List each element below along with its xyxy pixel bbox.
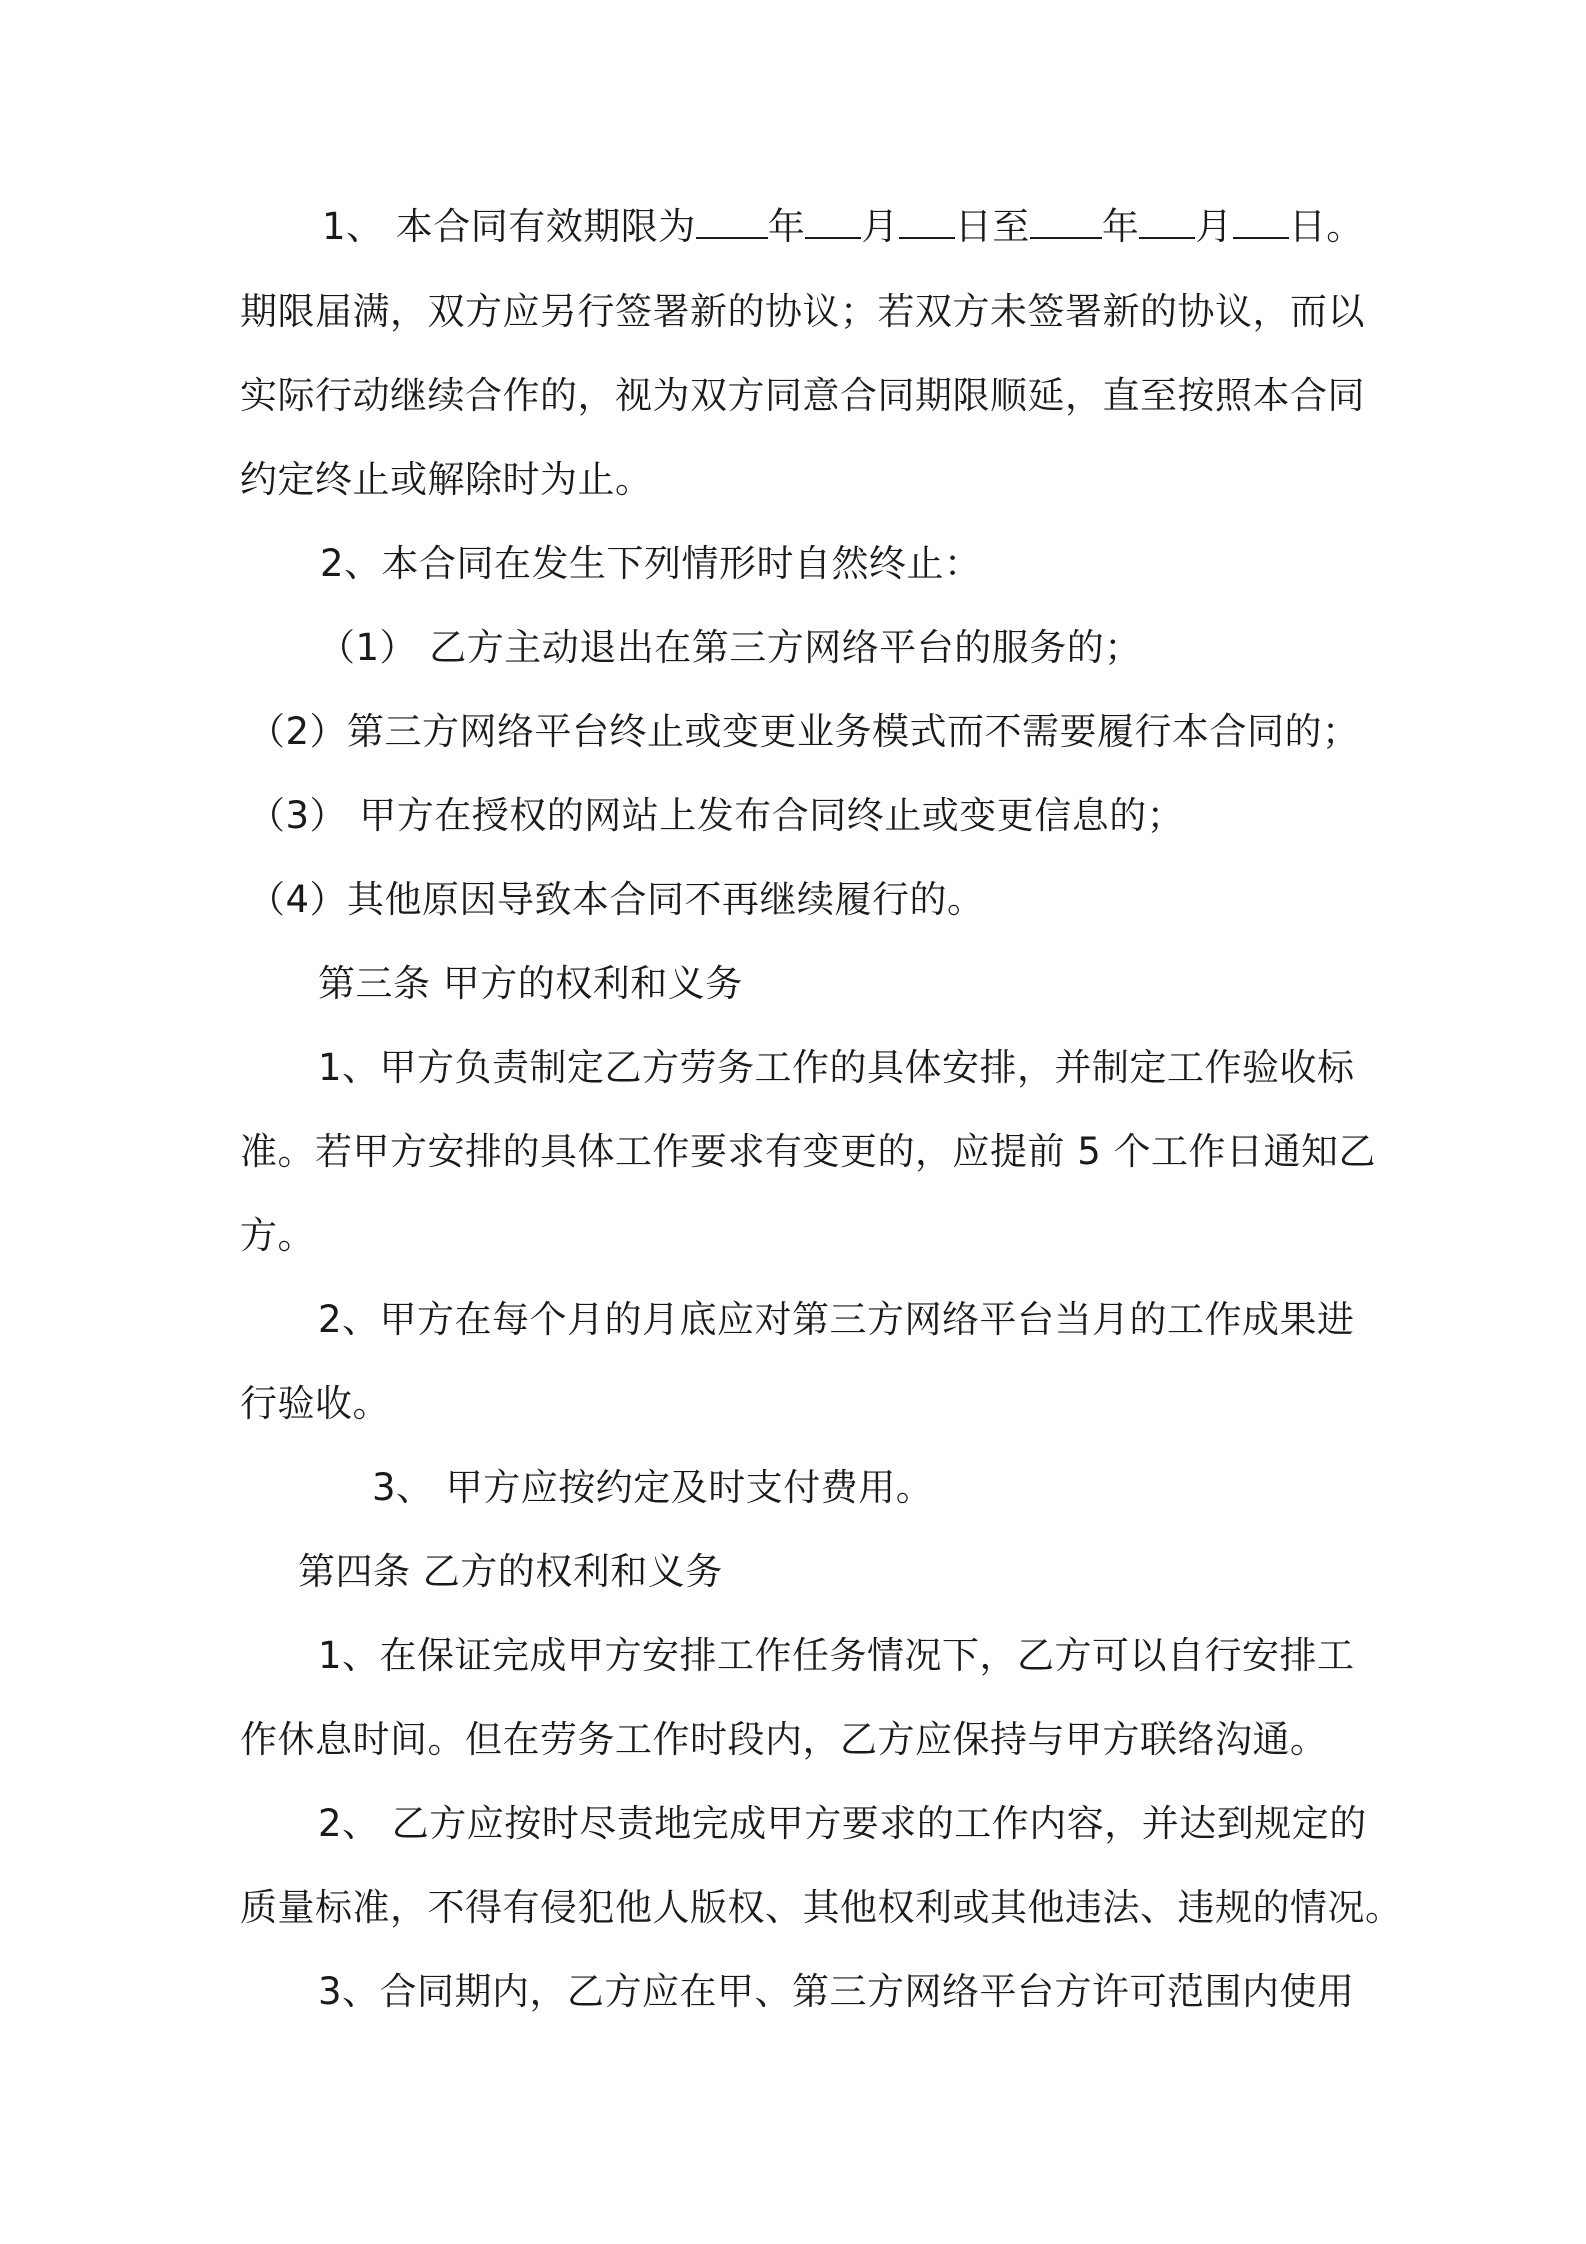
paragraph-line: 2、 乙方应按时尽责地完成甲方要求的工作内容，并达到规定的 (318, 1802, 1367, 1845)
text-segment: 月 (861, 205, 899, 248)
paragraph-line: 实际行动继续合作的，视为双方同意合同期限顺延，直至按照本合同 (240, 374, 1365, 417)
paragraph-line: 约定终止或解除时为止。 (240, 458, 653, 501)
text-segment: 日。 (1288, 205, 1364, 248)
paragraph-line: 1、在保证完成甲方安排工作任务情况下，乙方可以自行安排工 (318, 1634, 1355, 1677)
list-item: （1） 乙方主动退出在第三方网络平台的服务的； (318, 626, 1142, 669)
blank-field (899, 197, 955, 239)
text-segment: 日至 (954, 205, 1030, 248)
paragraph-line: 准。若甲方安排的具体工作要求有变更的，应提前 5 个工作日通知乙 (240, 1130, 1377, 1173)
section-heading: 第四条 乙方的权利和义务 (298, 1550, 723, 1593)
list-item: （4）其他原因导致本合同不再继续履行的。 (248, 878, 985, 921)
list-item: （3） 甲方在授权的网站上发布合同终止或变更信息的； (248, 794, 1185, 837)
blank-field (696, 197, 768, 239)
blank-field (1030, 197, 1102, 239)
section-heading: 第三条 甲方的权利和义务 (318, 962, 743, 1005)
paragraph-line: 作休息时间。但在劳务工作时段内，乙方应保持与甲方联络沟通。 (240, 1718, 1328, 1761)
paragraph-line: 行验收。 (240, 1382, 390, 1425)
paragraph-line: 3、 甲方应按约定及时支付费用。 (372, 1466, 934, 1509)
blank-field (805, 197, 861, 239)
paragraph-line: 2、本合同在发生下列情形时自然终止： (320, 542, 982, 585)
blank-field (1233, 197, 1289, 239)
text-segment: 月 (1195, 205, 1233, 248)
blank-field (1139, 197, 1195, 239)
text-segment: 年 (1101, 205, 1140, 248)
validity-period-line (322, 197, 1362, 257)
paragraph-line: 方。 (240, 1214, 315, 1257)
paragraph-line: 期限届满，双方应另行签署新的协议；若双方未签署新的协议，而以 (240, 290, 1365, 333)
paragraph-line: 2、甲方在每个月的月底应对第三方网络平台当月的工作成果进 (318, 1298, 1355, 1341)
paragraph-line: 1、甲方负责制定乙方劳务工作的具体安排，并制定工作验收标 (318, 1046, 1355, 1089)
paragraph-line: 3、合同期内，乙方应在甲、第三方网络平台方许可范围内使用 (318, 1970, 1355, 2013)
paragraph-line: 质量标准，不得有侵犯他人版权、其他权利或其他违法、违规的情况。 (240, 1886, 1403, 1929)
text-segment: 1、 本合同有效期限为 (322, 205, 696, 248)
text-segment: 年 (767, 205, 806, 248)
list-item: （2）第三方网络平台终止或变更业务模式而不需要履行本合同的； (248, 710, 1360, 753)
